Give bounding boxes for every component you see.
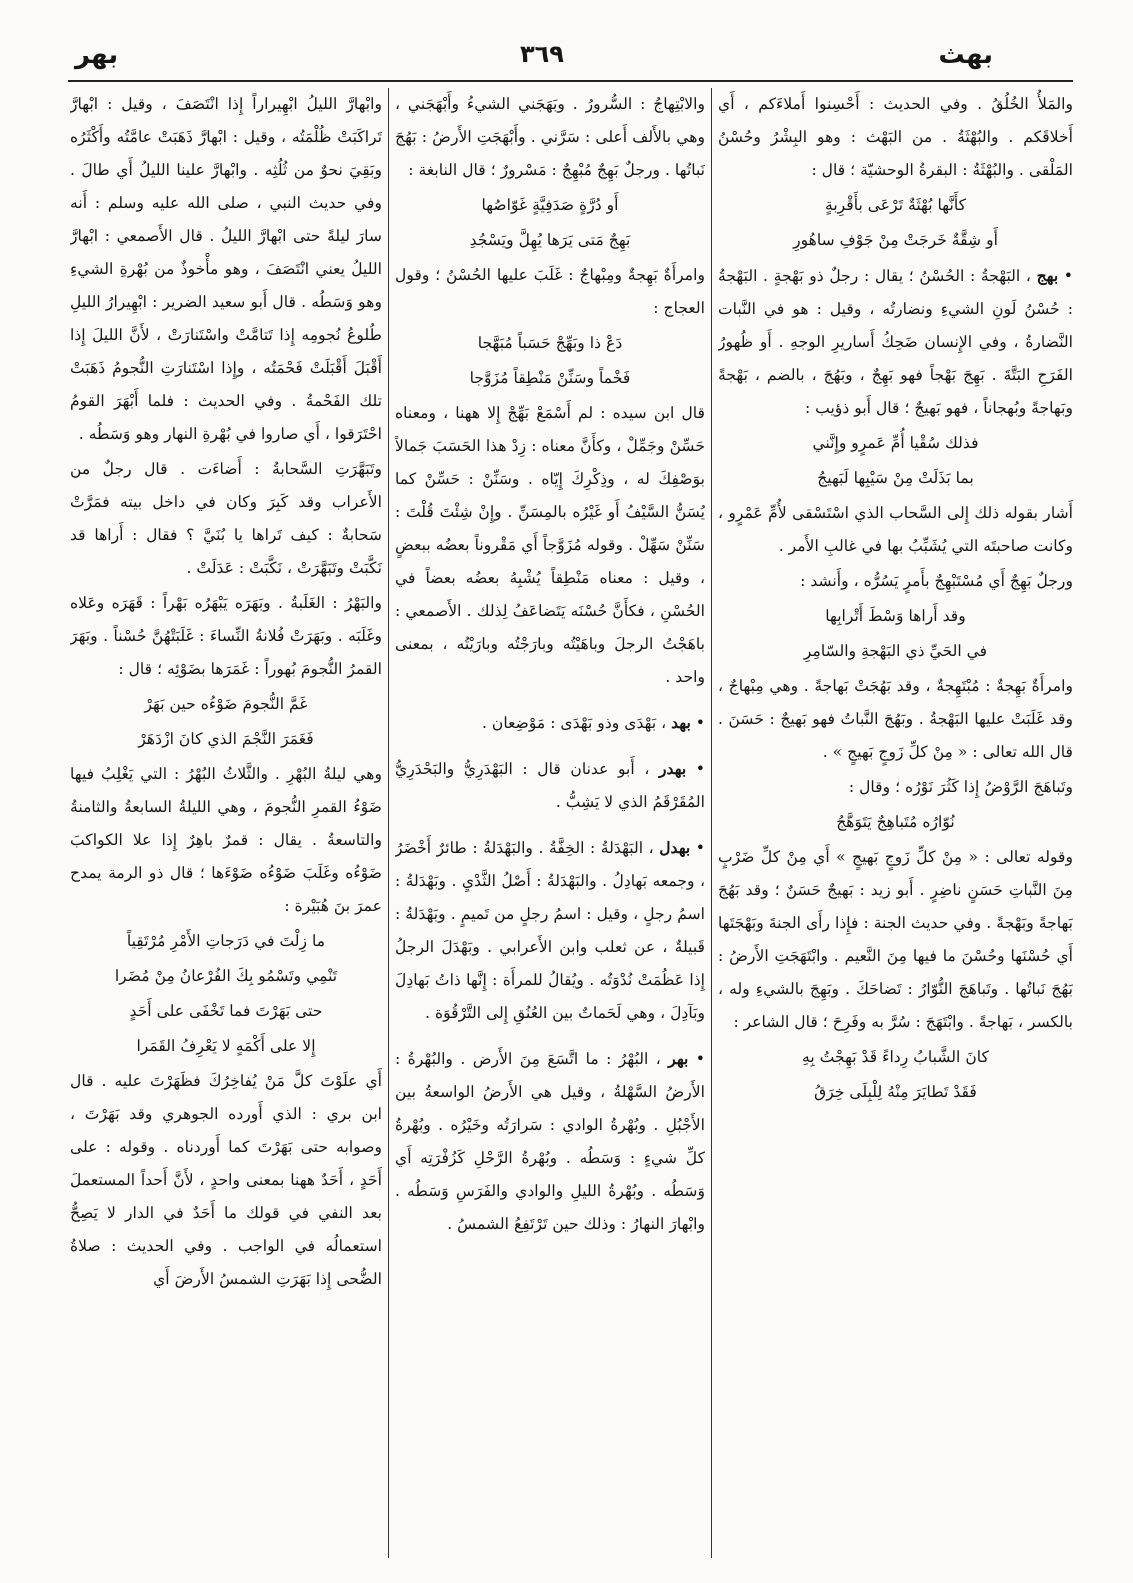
paragraph: وامرأَةٌ بَهِجةٌ : مُبْتَهِجةٌ ، وقد بَهُجَتْ بَهاجةً . وهي مِبْهاجٌ ، وقد غَلَبَتْ عليها البَهْجةُ . وبَهُجَ النَّباتُ فهو بَهيجٌ : حَسَنَ . قال الله تعالى : « مِنْ كلِّ زَوجٍ بَهيجٍ » . bbox=[718, 677, 1073, 761]
column-right bbox=[718, 88, 1073, 1558]
column-middle bbox=[395, 88, 705, 1558]
verse-line: في الحَيِّ ذي البَهْجةِ والسّامِرِ bbox=[803, 642, 988, 660]
header-rule bbox=[68, 80, 1073, 82]
dictionary-entry: • بهدر ، أَبو عدنان قال : البَهْدَرِيُّ والبَحْدَرِيُّ المُقَرْقَمُ الذي لا يَشِبُّ . bbox=[395, 752, 705, 819]
paragraph: والمَلأُ الخُلُقُ . وفي الحديث : أَحْسِنوا أَملاءَكم ، أَي أَخلاقَكم . والبُهْثَةُ . من البَهْث : وهو البِشْرُ وحُسْنُ المَلْقى . والبُهْثَةُ : البقرةُ الوحشيّة ؛ قال : bbox=[718, 95, 1073, 179]
entry-headword: • بهدل bbox=[659, 838, 705, 857]
entry-gap bbox=[395, 821, 705, 831]
verse-line: فذلك سُقْيا أُمِّ عَمرٍو وإِنَّني bbox=[812, 434, 979, 452]
verse-line: فَغَمَرَ النَّجْمَ الذي كانَ ازْدَهَرْ bbox=[138, 730, 314, 748]
verse-line: كأَنَّها بُهْثَةٌ تَرْعَى بأَقْرِبةٍ bbox=[824, 196, 966, 214]
paragraph: والبَهْرُ : الغَلَبةُ . وبَهَرَه يَبْهَرُه بَهْراً : قَهَرَه وعَلاه وغَلَبَه . وبَهَرَتْ فُلانةُ النِّساءَ : غَلَبَتْهُنَّ حُسْناً . وبَهَرَ القمرُ النُّجومَ بُهوراً : غَمَرَها بضَوْئِه ؛ قال : bbox=[70, 594, 382, 678]
entry-text: البَهْجةُ : الحُسْنُ ؛ يقال : رجلٌ ذو بَهْجةٍ . البَهْجةُ : حُسْنُ لَونِ الشيءِ ونضارتُه ، وقيل : هو في النَّبات النَّضارةُ ، وفي الإِنسان ضَحِكُ أَساريرِ الوجهِ . أَو ظُهورُ الفَرَحِ البَتَّةَ . بَهِجَ بَهْجاً فهو بَهِجٌ ، وبَهُجَ ، بالضم ، بَهْجةً وبَهاجةً وبُهجاناً ، فهو بَهيجٌ ؛ قال أَبو ذؤيب : bbox=[718, 267, 1073, 417]
paragraph: وابْهارَّ الليلُ ابْهِيراراً إِذا انْتَصَفَ ، وقيل : ابْهارَّ تَراكَبَتْ ظُلْمَتُه ، وقيل : ابْهارَّ ذَهَبَتْ عامَّتُه وأَكْثَرُه وبَقِيَ نحوٌ من ثُلُثِه . وابْهارَّ علينا الليلُ أَي طالَ . وفي حديث النبي ، صلى الله عليه وسلم : أَنه سارَ ليلةً حتى ابْهارَّ الليلُ . قال الأَصمعي : ابْهارَّ الليلُ يعني انْتَصَفَ ، وهو مأْخوذٌ من بُهْرةِ الشيءِ وهو وَسَطُه . قال أَبو سعيد الضرير : ابْهِيرارُ الليلِ طُلوعُ نُجومِه إِذا تَتامَّتْ واسْتَنارَتْ ، لأَنَّ الليلَ إِذا أَقْبَلَ أَقْبَلَتْ فَحْمَتُه ، وإِذا اسْتَنارَتِ النُّجومُ ذَهَبَتْ تلك الفَحْمةُ . وفي الحديث : فلما أَبْهَرَ القومُ احْتَرَقوا ، أَي صاروا في بُهْرةِ النهار وهو وَسَطُه . bbox=[70, 95, 382, 443]
paragraph: وتَبَهَّرَتِ السَّحابةُ : أَضاءَت . قال رجلٌ من الأَعراب وقد كَبِرَ وكان في داخل بيته فمَرَّتْ سَحابةٌ : كيف تَراها يا بُنَيَّ ؟ فقال : أَراها قد نَكَّبَتْ وتَبَهَّرَتْ ، نَكَّبَتْ : عَدَلَتْ . bbox=[70, 460, 382, 577]
verse-line: فَخْماً وسَنِّنْ مَنْطِقاً مُزَوَّجا bbox=[469, 369, 631, 387]
verse-line: أَو شِقَّةٌ خَرجَتْ مِنْ جَوْفِ ساهُورِ bbox=[793, 231, 998, 249]
entry-headword: • بهج bbox=[1037, 266, 1073, 285]
entry-gap bbox=[395, 1032, 705, 1042]
entry-text: البُهْرُ : ما اتَّسَعَ مِنَ الأَرض . والبُهْرةُ : الأَرضُ السَّهْلةُ ، وقيل هي الأَرضُ الواسعةُ بين الأَجْبُلِ . وبُهْرةُ الوادي : سَرارَتُه وخَيْرُه . وبُهْرةُ كلِّ شيءٍ : وَسَطُه . وبُهْرةُ الرَّحْلِ كَزُفْرَتِه أَي وَسَطُه . وبُهْرةُ الليلِ والوادي والفَرَسِ وَسَطُه . وابْهارَ النهارُ : وذلك حين تَرْتَفِعُ الشمسُ . bbox=[395, 1050, 705, 1233]
verse-line: أَو دُرَّةٍ صَدَفِيَّةٍ غَوّاصُها bbox=[481, 196, 619, 214]
entry-text: بَهْدَى وذو بَهْدَى : مَوْضِعان . bbox=[481, 714, 657, 732]
dictionary-entry: • بهدل ، البَهْدَلةُ : الخِفَّةُ . والبَهْدَلةُ : طائرٌ أَخْضَرُ ، وجمعه بَهادِلُ . والبَهْدَلةُ : أَصْلُ الثَّدْيِ . وبَهْدَلةُ : اسمُ رجلٍ ، وقيل : اسمُ رجلٍ من تَميمٍ . وبَهْدَلةُ : قَبيلةٌ ، عن ثعلب وابن الأَعرابي . وبَهْدَلَ الرجلُ إِذا عَظُمَتْ نُدْوَتُه . ويُقالُ للمرأَة : إِنَّها ذاتُ بَهادِلَ وبَآدِلَ ، وهي لَحَماتٌ بين العُنُقِ إِلى التَّرْقُوَة . bbox=[395, 831, 705, 1030]
verse-line: بما بَذَلَتْ مِنْ سَيْبِها لَبَهيجُ bbox=[817, 469, 974, 487]
column-divider bbox=[388, 88, 389, 1558]
column-divider bbox=[711, 88, 712, 1558]
paragraph: وتَباهَجَ الرَّوْضُ إِذا كَثُرَ نَوْرُه ؛ وقال : bbox=[848, 778, 1073, 796]
page-number: ٣٦٩ bbox=[520, 40, 564, 68]
dictionary-entry: • بهر ، البُهْرُ : ما اتَّسَعَ مِنَ الأَرض . والبُهْرةُ : الأَرضُ السَّهْلةُ ، وقيل هي الأَرضُ الواسعةُ بين الأَجْبُلِ . وبُهْرةُ الوادي : سَرارَتُه وخَيْرُه . وبُهْرةُ كلِّ شيءٍ : وَسَطُه . وبُهْرةُ الرَّحْلِ كَزُفْرَتِه أَي وَسَطُه . وبُهْرةُ الليلِ والوادي والفَرَسِ وَسَطُه . وابْهارَ النهارُ : وذلك حين تَرْتَفِعُ الشمسُ . bbox=[395, 1042, 705, 1241]
paragraph: ورجلٌ بَهِجٌ أَي مُسْتَبْهِجٌ بأَمرٍ يَسُرُّه ، وأَنشد : bbox=[800, 572, 1073, 590]
paragraph: أَشار بقوله ذلك إِلى السَّحاب الذي اسْتَسْقى لأُمِّ عَمْرٍو ، وكانت صاحبتَه التي يُشَبِّبُ بها في غالبِ الأَمر . bbox=[718, 504, 1073, 555]
paragraph: وامرأَةٌ بَهِجةٌ ومِبْهاجٌ : غَلَبَ عليها الحُسْنُ ؛ وقول العجاج : bbox=[395, 266, 705, 317]
entry-gap bbox=[395, 696, 705, 706]
verse-line: حتى بَهَرْتَ فما تَخْفَى على أَحَدٍ bbox=[129, 1002, 323, 1020]
verse-line: غَمَّ النُّجومَ ضَوْءُه حين بَهَرْ bbox=[144, 695, 308, 713]
paragraph: والابْتِهاجُ : السُّرورُ . وبَهَجَني الشيءُ وأَبْهَجَني ، وهي بالأَلف أَعلى : سَرَّني . وأَبْهَجَتِ الأَرضُ : بَهُجَ نَباتُها . ورجلٌ بَهِجٌ مُبْهِجٌ : مَسْرورٌ ؛ قال النابغة : bbox=[395, 95, 705, 179]
verse-line: نُوّارُه مُتَباهِجٌ يَتَوَهَّجُ bbox=[836, 813, 955, 831]
verse-line: تَنْمِي وتَسْمُو بِكَ الفُرْعانُ مِنْ مُضَرا bbox=[114, 967, 338, 985]
verse-line: دَعْ ذا وبَهِّجْ حَسَباً مُبَهَّجا bbox=[477, 334, 623, 352]
running-head-right: بهث bbox=[938, 40, 993, 70]
verse-line: ما زِلْتَ في دَرَجاتِ الأَمْرِ مُرْتَقِياً bbox=[126, 932, 326, 950]
paragraph: وهي ليلةُ البُهْرِ . والثَّلاثُ البُهْرُ : التي يَغْلِبُ فيها ضَوْءُ القمرِ النُّجومَ ، وهي الليلةُ السابعةُ والثامنةُ والتاسعةُ . يقال : قمرٌ باهِرٌ إِذا علا الكواكبَ ضَوْءُه وغَلَبَ ضَوْءُه ضَوْءَها ؛ قال ذو الرمة يمدح عمرَ بنَ هُبَيْرة : bbox=[70, 765, 382, 915]
paragraph: وقوله تعالى : « مِنْ كلِّ زَوجٍ بَهيجٍ » أَي مِنْ كلِّ ضَرْبٍ مِنَ النَّباتِ حَسَنٍ ناضِرٍ . أَبو زيد : بَهيجٌ حَسَنٌ ؛ وقد بَهُجَ بَهاجةً وبَهْجةً . وفي حديث الجنة : فإِذا رأَى الجنةَ وبَهْجَتَها أَي حُسْنَها وحُسْنَ ما فيها مِنَ النَّعيم . وابْتَهَجَتِ الأَرضُ : بَهُجَ نَباتُها . وتَباهَجَ النُّوّارُ : تَضاحَكَ . وبَهِجَ بالشيءِ وله ، بالكسر ، بَهاجةً . وابْتَهَجَ : سُرَّ به وفَرِحَ ؛ قال الشاعر : bbox=[718, 848, 1073, 1031]
entry-gap bbox=[395, 742, 705, 752]
paragraph: قال ابن سيده : لم أَسْمَعْ بَهِّجْ إِلا ههنا ، ومعناه حَسِّنْ وجَمِّلْ ، وكأَنَّ معناه : زِدْ هذا الحَسَبَ جَمالاً بوَصْفِكَ له ، وذِكْرِكَ إِيّاه . وسَنِّنْ : حَسِّنْ كما يُسَنُّ السَّيْفُ أَو غَيْرُه بالمِسَنِّ . وإِنْ شِئْتَ قُلْتَ : سَنِّنْ سَهِّلْ . وقوله مُزَوَّجاً أَي مَقْروناً بعضُه ببعضٍ ، وقيل : معناه مَنْطِقاً يُشْبِهُ بعضُه بعضاً في الحُسْنِ ، فكأَنَّ حُسْنَه يَتَضاعَفُ لِذلك . الأَصمعي : باهَجْتُ الرجلَ وباهَيْتُه وبارَجْتُه وبارَيْتُه ، بمعنى واحد . bbox=[395, 404, 705, 686]
entry-text: أَبو عدنان قال : البَهْدَرِيُّ والبَحْدَرِيُّ المُقَرْقَمُ الذي لا يَشِبُّ . bbox=[395, 760, 705, 811]
verse-line: إِلا على أَكْمَهٍ لا يَعْرِفُ القَمَرا bbox=[136, 1037, 316, 1055]
verse-line: كانَ الشَّبابُ رِداءً قَدْ بَهِجْتُ بِهِ bbox=[802, 1048, 989, 1066]
paragraph: أَي علَوْتَ كلَّ مَنْ يُفاخِرُكَ فظَهَرْتَ عليه . قال ابن بري : الذي أَورده الجوهري وقد بَهَرْتَ ، وصوابه حتى بَهَرْتَ كما أَوردناه . وقوله : على أَحَدٍ ، أَحَدٌ ههنا بمعنى واحدٍ ، لأَنَّ أَحداً المستعملَ بعد النفي في قولك ما أَحَدٌ في الدار لا يَصِحُّ استعمالُه في الواجب . وفي الحديث : صلاةُ الضُّحى إِذا بَهَرَتِ الشمسُ الأَرضَ أَي bbox=[70, 1072, 382, 1288]
column-left bbox=[70, 88, 382, 1558]
entry-headword: • بهر bbox=[668, 1049, 705, 1068]
dictionary-entry: • بهد ، بَهْدَى وذو بَهْدَى : مَوْضِعان . bbox=[395, 706, 705, 740]
entry-headword: • بهد bbox=[671, 713, 705, 732]
running-head-left: بهر bbox=[75, 40, 119, 70]
verse-line: بَهِجٌ مَتى يَرَها يُهِلَّ ويَسْجُدِ bbox=[469, 231, 631, 249]
entry-text: البَهْدَلةُ : الخِفَّةُ . والبَهْدَلةُ : طائرٌ أَخْضَرُ ، وجمعه بَهادِلُ . والبَهْدَلةُ : أَصْلُ الثَّدْيِ . وبَهْدَلةُ : اسمُ رجلٍ ، وقيل : اسمُ رجلٍ من تَميمٍ . وبَهْدَلةُ : قَبيلةٌ ، عن ثعلب وابن الأَعرابي . وبَهْدَلَ الرجلُ إِذا عَظُمَتْ نُدْوَتُه . ويُقالُ للمرأَة : إِنَّها ذاتُ بَهادِلَ وبَآدِلَ ، وهي لَحَماتٌ بين العُنُقِ إِلى التَّرْقُوَة . bbox=[395, 839, 705, 1022]
verse-line: فَقَدْ تَطايَرَ مِنْهُ لِلْبِلَى خِرَقُ bbox=[814, 1083, 977, 1101]
dictionary-entry: • بهج ، البَهْجةُ : الحُسْنُ ؛ يقال : رجلٌ ذو بَهْجةٍ . البَهْجةُ : حُسْنُ لَونِ الشيءِ ونضارتُه ، وقيل : هو في النَّبات النَّضارةُ ، وفي الإِنسان ضَحِكُ أَساريرِ الوجهِ . أَو ظُهورُ الفَرَحِ البَتَّةَ . بَهِجَ بَهْجاً فهو بَهِجٌ ، وبَهُجَ ، بالضم ، بَهْجةً وبَهاجةً وبُهجاناً ، فهو بَهيجٌ ؛ قال أَبو ذؤيب : bbox=[718, 259, 1073, 425]
verse-line: وقد أَراها وَسْطَ أَتْرابِها bbox=[825, 607, 966, 625]
entry-headword: • بهدر bbox=[659, 759, 705, 778]
